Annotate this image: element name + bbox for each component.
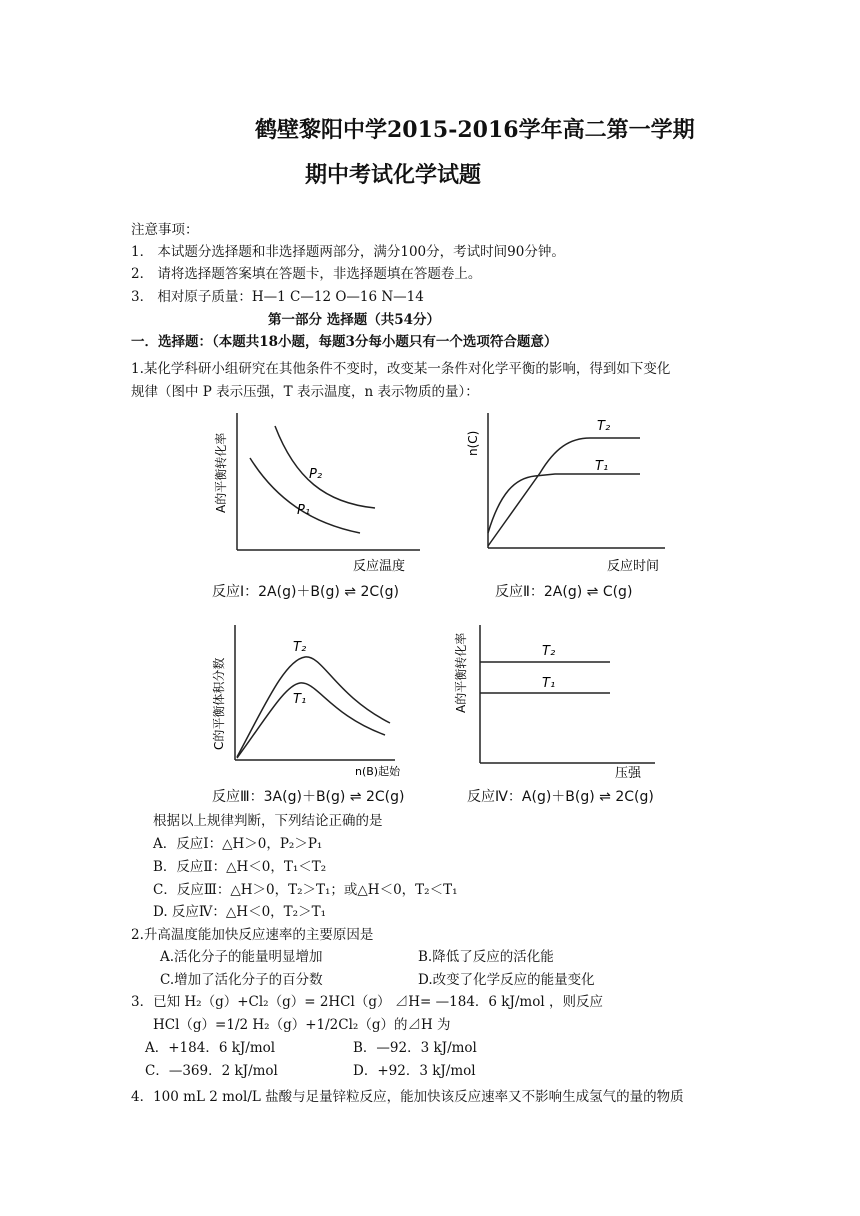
chart-reaction-2 xyxy=(455,408,695,603)
ylabel: A的平衡转化率 xyxy=(214,432,228,513)
caption-reaction-4: 反应Ⅳ：A(g)＋B(g) ⇌ 2C(g) xyxy=(467,789,654,805)
q2-stem: 2.升高温度能加快反应速率的主要原因是 xyxy=(131,927,374,943)
caption-reaction-3: 反应Ⅲ：3A(g)＋B(g) ⇌ 2C(g) xyxy=(212,789,405,805)
q1-option-a: A．反应Ⅰ：△H＞0，P₂＞P₁ xyxy=(153,836,323,852)
q3-stem-line1: 3．已知 H₂（g）+Cl₂（g）= 2HCl（g） ⊿H= —184．6 kJ/mol ，则反应 xyxy=(131,994,603,1010)
q1-stem-line2: 规律（图中 P 表示压强，T 表示温度，n 表示物质的量）： xyxy=(131,384,479,400)
label-t1: T₁ xyxy=(293,692,307,707)
q3-option-c: C．—369．2 kJ/mol xyxy=(145,1063,278,1079)
ylabel: n(C) xyxy=(466,430,480,456)
q1-option-b: B．反应Ⅱ：△H＜0，T₁＜T₂ xyxy=(153,859,327,875)
label-p1: P₁ xyxy=(297,503,311,518)
xlabel: 压强 xyxy=(615,766,642,780)
q3-option-a: A．+184．6 kJ/mol xyxy=(145,1040,276,1056)
exam-title: 鹤壁黎阳中学2015-2016学年高二第一学期 xyxy=(255,117,695,143)
part-heading: 第一部分 选择题（共54分） xyxy=(268,312,440,328)
label-p2: P₂ xyxy=(309,467,323,482)
q2-option-a: A.活化分子的能量明显增加 xyxy=(160,949,323,965)
curve-t2 xyxy=(488,438,640,546)
notice-heading: 注意事项： xyxy=(131,222,199,238)
xlabel: 反应时间 xyxy=(607,559,660,574)
ylabel: A的平衡转化率 xyxy=(454,632,468,713)
curve-t1 xyxy=(237,683,385,758)
q1-option-d: D. 反应Ⅳ：△H＜0，T₂＞T₁ xyxy=(153,904,326,920)
chart-reaction-1 xyxy=(205,408,445,603)
q3-option-b: B．—92．3 kJ/mol xyxy=(353,1040,477,1056)
xlabel: 反应温度 xyxy=(353,559,406,574)
notice-item-2: 2． 请将选择题答案填在答题卡，非选择题填在答题卷上。 xyxy=(131,266,482,282)
curve-p1 xyxy=(250,458,360,533)
label-t2: T₂ xyxy=(542,644,556,659)
curve-t2 xyxy=(237,657,390,757)
ylabel: C的平衡体积分数 xyxy=(212,657,226,750)
caption-reaction-2: 反应Ⅱ：2A(g) ⇌ C(g) xyxy=(495,584,633,600)
section-heading: 一．选择题：（本题共18小题，每题3分每小题只有一个选项符合题意） xyxy=(131,334,558,350)
q4-stem: 4．100 mL 2 mol/L 盐酸与足量锌粒反应，能加快该反应速率又不影响生成氢气的量的物质 xyxy=(131,1089,684,1105)
chart-reaction-4 xyxy=(450,605,690,780)
q3-option-d: D．+92．3 kJ/mol xyxy=(353,1063,476,1079)
caption-reaction-1: 反应Ⅰ：2A(g)＋B(g) ⇌ 2C(g) xyxy=(212,584,399,600)
label-t1: T₁ xyxy=(542,676,556,691)
q1-stem-line1: 1.某化学科研小组研究在其他条件不变时，改变某一条件对化学平衡的影响，得到如下变化 xyxy=(131,361,671,377)
notice-item-1: 1． 本试题分选择题和非选择题两部分，满分100分，考试时间90分钟。 xyxy=(131,244,565,260)
label-t1: T₁ xyxy=(595,459,609,474)
q2-option-c: C.增加了活化分子的百分数 xyxy=(160,972,323,988)
notice-item-3: 3． 相对原子质量：H—1 C—12 O—16 N—14 xyxy=(131,289,424,305)
xlabel: n(B)起始 xyxy=(355,765,401,778)
q2-option-b: B.降低了反应的活化能 xyxy=(418,949,554,965)
q3-stem-line2: HCl（g）=1/2 H₂（g）+1/2Cl₂（g）的⊿H 为 xyxy=(153,1017,451,1033)
curve-t1 xyxy=(488,474,640,533)
chart-reaction-3 xyxy=(205,605,445,780)
label-t2: T₂ xyxy=(597,419,611,434)
q2-option-d: D.改变了化学反应的能量变化 xyxy=(418,972,595,988)
label-t2: T₂ xyxy=(293,640,307,655)
q1-option-c: C．反应Ⅲ：△H＞0，T₂＞T₁；或△H＜0，T₂＜T₁ xyxy=(153,882,458,898)
curve-p2 xyxy=(275,426,375,508)
exam-subtitle: 期中考试化学试题 xyxy=(305,162,482,188)
q1-lead: 根据以上规律判断，下列结论正确的是 xyxy=(153,813,383,829)
